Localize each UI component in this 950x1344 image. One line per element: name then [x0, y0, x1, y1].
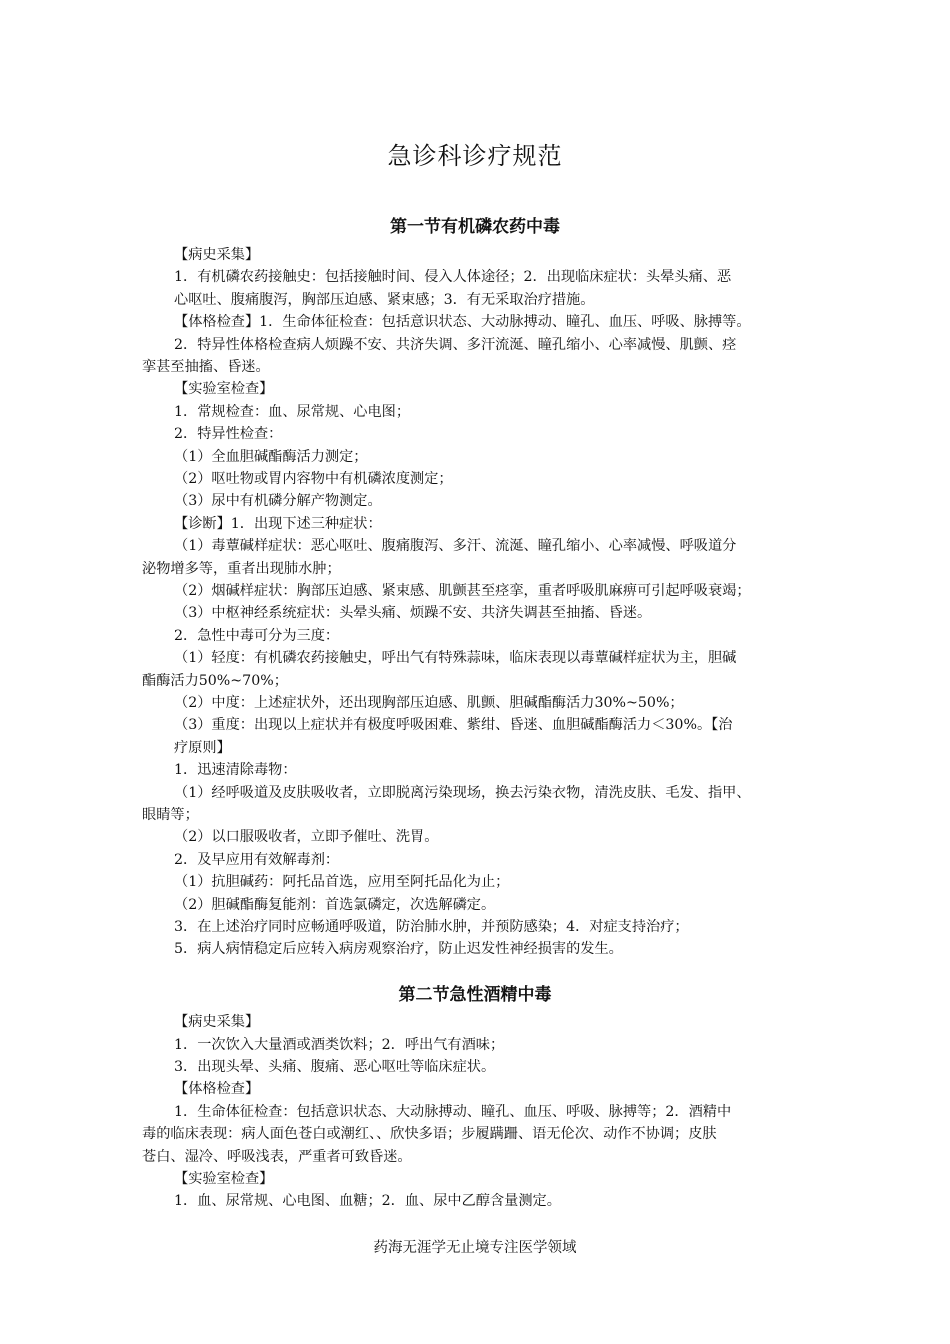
s1-line: 【实验室检查】	[174, 381, 274, 397]
s1-line: 挛甚至抽搐、昏迷。	[142, 359, 270, 375]
document-title: 急诊科诊疗规范	[387, 142, 563, 170]
s1-line: 2．及早应用有效解毒剂：	[174, 852, 340, 868]
s1-line: 疗原则】	[174, 740, 231, 756]
s1-line: （1）轻度：有机磷农药接触史，呼出气有特殊蒜味，临床表现以毒蕈碱样症状为主，胆碱	[174, 650, 737, 666]
s1-line: （3）尿中有机磷分解产物测定。	[174, 493, 382, 509]
s2-line: 1．血、尿常规、心电图、血糖；2．血、尿中乙醇含量测定。	[174, 1193, 561, 1209]
s1-line: 5．病人病情稳定后应转入病房观察治疗，防止迟发性神经损害的发生。	[174, 941, 623, 957]
s2-line: 3．出现头晕、头痛、腹痛、恶心呕吐等临床症状。	[174, 1059, 496, 1075]
s2-line: 1．一次饮入大量酒或酒类饮料；2．呼出气有酒味；	[174, 1037, 505, 1053]
s1-line: （3）重度：出现以上症状并有极度呼吸困难、紫绀、昏迷、血胆碱酯酶活力＜30%。【治	[174, 717, 733, 733]
s1-line: 2．急性中毒可分为三度：	[174, 628, 340, 644]
s1-line: 1．有机磷农药接触史：包括接触时间、侵入人体途径；2．出现临床症状：头晕头痛、恶	[174, 269, 732, 285]
s1-line: 【诊断】1．出现下述三种症状：	[174, 516, 382, 532]
s1-line: （1）经呼吸道及皮肤吸收者，立即脱离污染现场，换去污染衣物，清洗皮肤、毛发、指甲、	[174, 785, 751, 801]
s1-line: （1）毒蕈碱样症状：恶心呕吐、腹痛腹泻、多汗、流涎、瞳孔缩小、心率减慢、呼吸道分	[174, 538, 737, 554]
s1-line: 心呕吐、腹痛腹泻，胸部压迫感、紧束感；3．有无采取治疗措施。	[174, 292, 595, 308]
section-1-heading: 第一节有机磷农药中毒	[390, 217, 560, 237]
s2-line: 1．生命体征检查：包括意识状态、大动脉搏动、瞳孔、血压、呼吸、脉搏等；2．酒精中	[174, 1104, 732, 1120]
page-footer: 药海无涯学无止境专注医学领域	[373, 1240, 577, 1256]
s2-line: 苍白、湿冷、呼吸浅表，严重者可致昏迷。	[142, 1149, 412, 1165]
s1-line: 【体格检查】1．生命体征检查：包括意识状态、大动脉搏动、瞳孔、血压、呼吸、脉搏等。	[174, 314, 751, 330]
s2-line: 【实验室检查】	[174, 1171, 274, 1187]
s1-line: （3）中枢神经系统症状：头晕头痛、烦躁不安、共济失调甚至抽搐、昏迷。	[174, 605, 652, 621]
section-2-heading: 第二节急性酒精中毒	[398, 985, 552, 1005]
s2-line: 毒的临床表现：病人面色苍白或潮红、、欣快多语；步履蹒跚、语无伦次、动作不协调；皮肤	[142, 1126, 717, 1142]
s2-line: 【病史采集】	[174, 1014, 260, 1030]
s1-line: 1．常规检查：血、尿常规、心电图；	[174, 404, 411, 420]
s2-line: 【体格检查】	[174, 1081, 260, 1097]
s1-line: 3．在上述治疗同时应畅通呼吸道，防治肺水肿，并预防感染；4．对症支持治疗；	[174, 919, 689, 935]
s1-line: （2）中度：上述症状外，还出现胸部压迫感、肌颤、胆碱酯酶活力30%~50%；	[174, 695, 684, 711]
s1-line: （1）全血胆碱酯酶活力测定；	[174, 449, 368, 465]
s1-line: （2）以口服吸收者，立即予催吐、洗胃。	[174, 829, 439, 845]
s1-line: （1）抗胆碱药：阿托品首选，应用至阿托品化为止；	[174, 874, 510, 890]
s1-line: 1．迅速清除毒物：	[174, 762, 297, 778]
s1-line: 眼睛等；	[142, 807, 199, 823]
s1-line: 酯酶活力50%~70%；	[142, 673, 288, 689]
s1-line: 2．特异性体格检查病人烦躁不安、共济失调、多汗流涎、瞳孔缩小、心率减慢、肌颤、痉	[174, 337, 737, 353]
s1-line: （2）胆碱酯酶复能剂：首选氯磷定，次选解磷定。	[174, 897, 496, 913]
s1-line: （2）烟碱样症状：胸部压迫感、紧束感、肌颤甚至痉挛，重者呼吸肌麻痹可引起呼吸衰竭；	[174, 583, 751, 599]
s1-line: （2）呕吐物或胃内容物中有机磷浓度测定；	[174, 471, 453, 487]
s1-line: 泌物增多等，重者出现肺水肿；	[142, 561, 341, 577]
s1-line: 【病史采集】	[174, 247, 260, 263]
s1-line: 2．特异性检查：	[174, 426, 283, 442]
